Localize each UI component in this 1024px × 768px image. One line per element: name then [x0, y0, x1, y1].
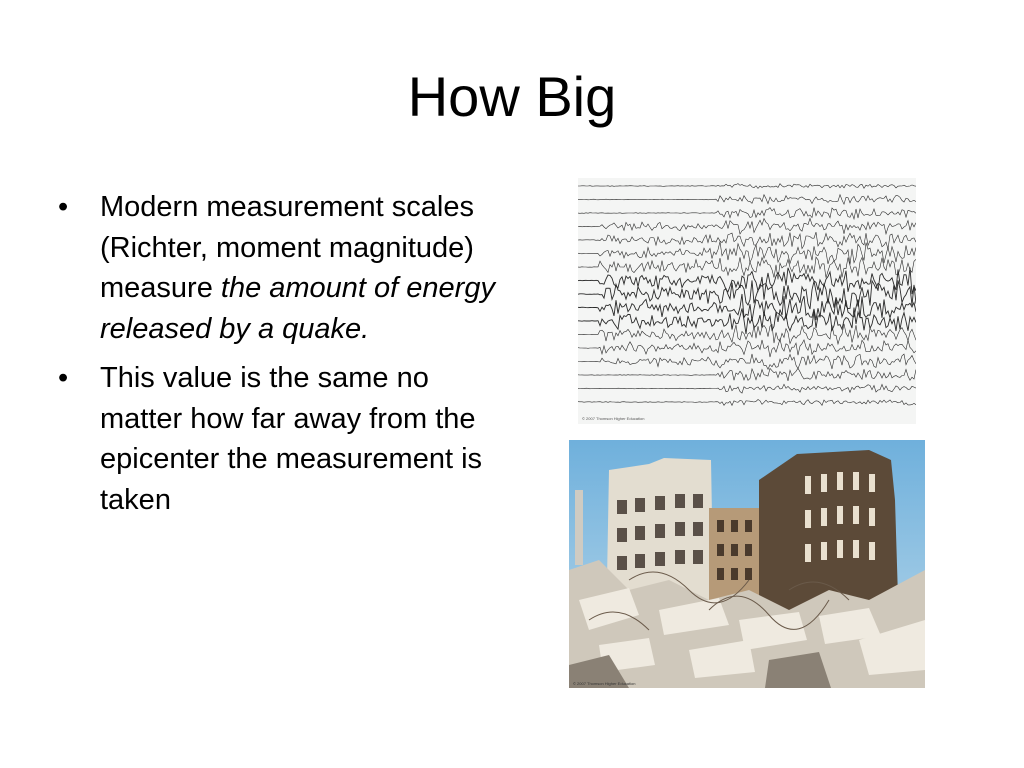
- bullet-text: Modern measurement scales (Richter, moment magnitude) measure: [100, 191, 474, 304]
- seismogram-trace: [578, 368, 916, 381]
- bullet-marker: •: [58, 191, 69, 223]
- bullet-item: [58, 358, 498, 520]
- seismogram-trace: [578, 384, 916, 393]
- earthquake-ruins-image: [569, 440, 925, 688]
- bullet-list: [58, 187, 498, 529]
- seismogram-graphic: [578, 178, 916, 424]
- seismogram-trace: [578, 400, 916, 406]
- seismogram-trace: [578, 294, 916, 322]
- bullet-item: [58, 187, 498, 349]
- seismogram-trace: [578, 354, 916, 369]
- bullet-text: This value is the same no matter how far away from the epicenter the measurement is taken: [100, 362, 483, 516]
- seismogram-trace: [578, 195, 916, 205]
- slide-title: How Big: [407, 65, 617, 128]
- bullet-emphasis: the amount of energy released by a quake.: [100, 272, 495, 345]
- seismogram-trace: [578, 242, 916, 265]
- seismogram-trace: [578, 339, 916, 357]
- seismogram-trace: [578, 257, 916, 279]
- seismogram-trace: [578, 218, 916, 234]
- ruins-credit: © 2007 Thomson Higher Education: [573, 681, 636, 686]
- seismogram-credit: © 2007 Thomson Higher Education: [582, 416, 645, 421]
- seismogram-trace: [578, 208, 916, 219]
- seismogram-image: [578, 178, 916, 424]
- seismogram-trace: [578, 184, 916, 189]
- bullet-marker: •: [58, 362, 69, 394]
- ruins-graphic: [569, 440, 925, 688]
